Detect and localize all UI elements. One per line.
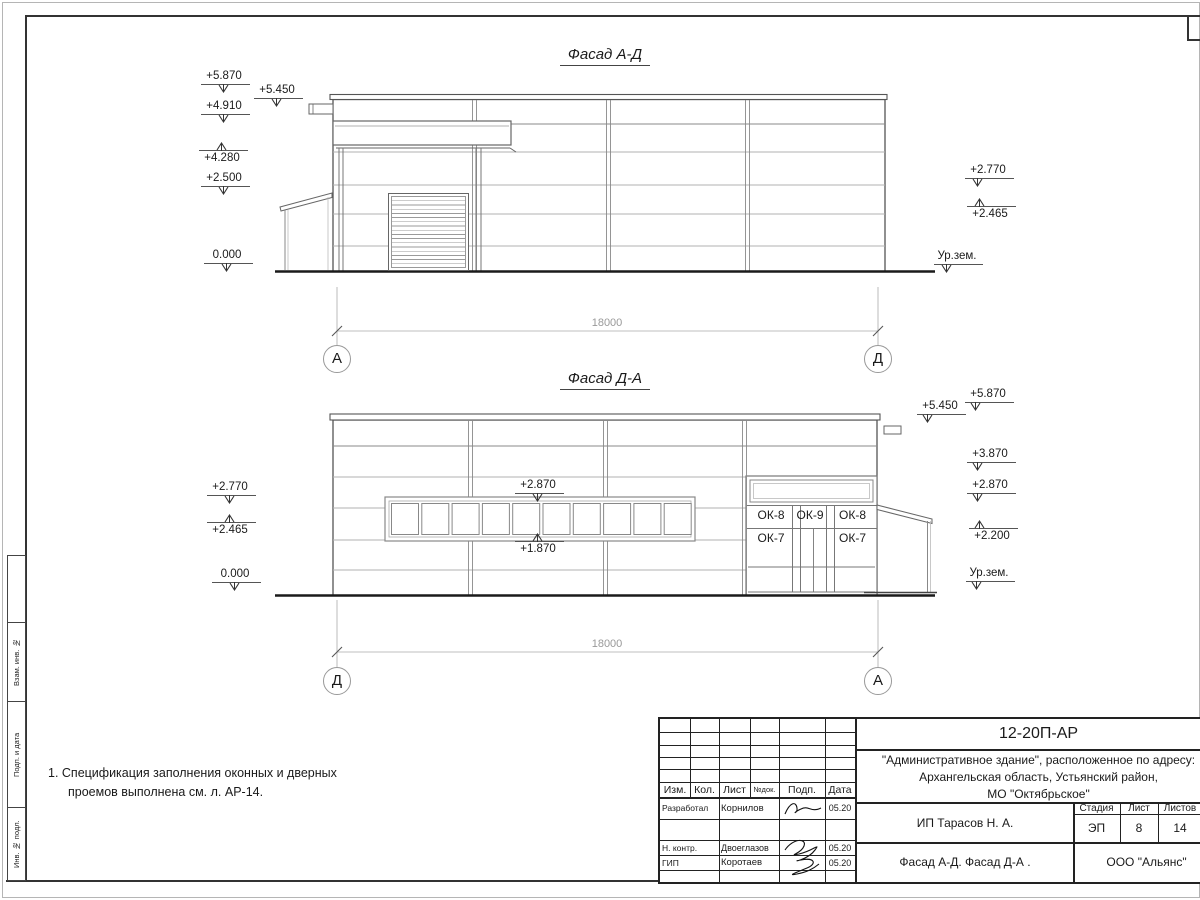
elevation-mark: +2.770	[207, 481, 256, 504]
attribute-cell-podp	[8, 702, 25, 808]
row-date: 05.20	[828, 842, 852, 853]
elevation-mark: +5.870	[201, 70, 250, 93]
facade-da-title: Фасад Д-А	[510, 370, 700, 387]
row-role: Разработал	[662, 803, 709, 813]
row-date: 05.20	[828, 803, 852, 813]
sheets-total: 14	[1173, 821, 1187, 835]
organization-name: ООО "Альянс"	[1106, 855, 1187, 869]
elevation-mark: +4.280	[199, 142, 248, 165]
sheet-title: Фасад А-Д. Фасад Д-А .	[899, 855, 1031, 869]
elevation-mark: +3.870	[967, 448, 1016, 471]
dimension-value: 18000	[591, 638, 623, 650]
row-name: Двоеглазов	[721, 842, 769, 853]
podp-label: Подп. и дата	[12, 732, 21, 777]
inv-label: Инв. № подл.	[12, 820, 21, 868]
row-date: 05.20	[828, 857, 852, 868]
axis-bubble-d: Д	[872, 350, 884, 367]
project-desc-line: МО "Октябрьское"	[987, 786, 1090, 801]
axis-bubble-a: А	[872, 672, 883, 689]
client-name: ИП Тарасов Н. А.	[916, 816, 1014, 830]
row-role: Н. контр.	[662, 842, 698, 853]
facade-ad-title: Фасад А-Д	[510, 46, 700, 63]
ground-level-mark: Ур.зем.	[934, 250, 983, 273]
elevation-mark: +5.450	[254, 84, 303, 107]
sheet-label: Лист	[1128, 802, 1150, 814]
col-izm: Изм.	[663, 783, 687, 796]
signature-icon	[777, 836, 827, 880]
col-doc: №док.	[753, 785, 776, 794]
window-label: ОК-9	[796, 508, 824, 522]
elevation-mark: +4.910	[201, 100, 250, 123]
axis-bubble-a: А	[331, 350, 342, 367]
window-label: ОК-7	[757, 531, 785, 545]
elevation-mark: +2.465	[207, 514, 256, 537]
window-label: ОК-8	[839, 508, 866, 522]
frame-attribute-column	[7, 555, 26, 881]
project-desc-line: Архангельская область, Устьянский район,	[919, 769, 1158, 784]
title-block	[658, 717, 1200, 884]
attribute-cell-vzam	[8, 623, 25, 702]
note-line: 1. Спецификация заполнения оконных и дверных	[48, 766, 337, 780]
row-role: ГИП	[662, 857, 679, 868]
elevation-mark: 0.000	[212, 568, 261, 591]
note-line: проемов выполнена см. л. АР-14.	[68, 784, 264, 799]
elevation-mark: +2.870	[515, 479, 564, 502]
sheets-label: Листов	[1163, 802, 1197, 814]
col-list: Лист	[723, 783, 746, 796]
project-code: 12-20П-АР	[998, 725, 1079, 742]
frame-top-line	[25, 15, 1200, 17]
sheet-number: 8	[1135, 821, 1143, 835]
window-label: ОК-8	[757, 508, 785, 522]
elevation-mark: +2.465	[967, 198, 1016, 221]
row-name: Коротаев	[721, 857, 763, 868]
elevation-mark: +2.200	[969, 520, 1018, 543]
corner-stamp-box-bottom	[1187, 39, 1200, 41]
attribute-cell	[8, 556, 25, 623]
axis-bubble-d: Д	[331, 672, 343, 689]
row-name: Корнилов	[721, 802, 764, 814]
elevation-mark: +1.870	[515, 533, 564, 556]
window-label: ОК-7	[839, 531, 866, 545]
elevation-mark: +2.870	[967, 479, 1016, 502]
corner-stamp-box	[1187, 15, 1189, 40]
elevation-mark: 0.000	[204, 249, 253, 272]
project-desc-line: "Административное здание", расположенное по адресу:	[881, 752, 1196, 767]
elevation-mark: +2.770	[965, 164, 1014, 187]
attribute-cell-inv	[8, 808, 25, 880]
stage-value: ЭП	[1087, 821, 1106, 835]
col-kol: Кол.	[694, 783, 715, 796]
stage-label: Стадия	[1079, 802, 1114, 814]
elevation-mark: +5.450	[917, 400, 966, 423]
col-podp: Подп.	[788, 783, 816, 796]
signature-icon	[781, 799, 824, 819]
elevation-mark: +2.500	[201, 172, 250, 195]
elevation-mark: +5.870	[965, 388, 1014, 411]
col-data: Дата	[828, 783, 852, 796]
vzam-label: Взам. инв. №	[12, 638, 21, 686]
dimension-value: 18000	[591, 317, 623, 329]
ground-level-mark: Ур.зем.	[966, 567, 1015, 590]
